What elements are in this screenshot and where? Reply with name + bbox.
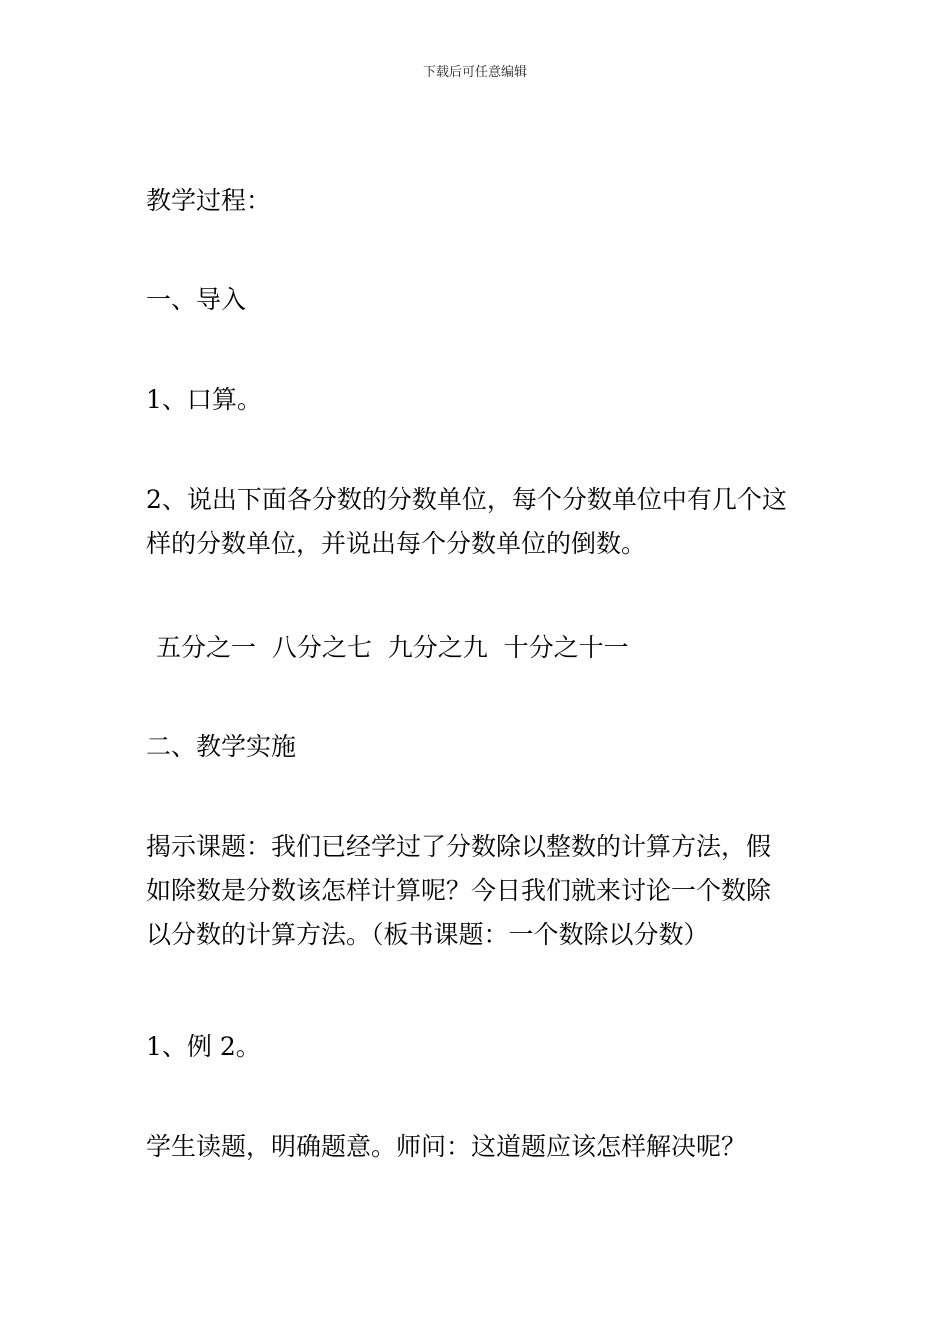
teaching-process-heading: 教学过程： (146, 186, 272, 215)
item-2-line-1: 2、说出下面各分数的分数单位，每个分数单位中有几个这 (146, 485, 787, 514)
topic-paragraph (146, 825, 816, 957)
topic-line-1: 揭示课题：我们已经学过了分数除以整数的计算方法，假 (146, 832, 772, 861)
item-1-oral-calculation: 1、口算。 (146, 385, 262, 414)
section-2-title: 二、教学实施 (146, 732, 297, 761)
item-2-paragraph (146, 478, 816, 566)
item-2-line-2: 样的分数单位，并说出每个分数单位的倒数。 (146, 529, 647, 558)
example-2-label: 1、例 2。 (146, 1032, 261, 1061)
topic-line-2: 如除数是分数该怎样计算呢？今日我们就来讨论一个数除 (146, 876, 772, 905)
topic-line-3: 以分数的计算方法。（板书课题：一个数除以分数） (146, 920, 709, 949)
section-1-title: 一、导入 (146, 285, 247, 314)
fraction-list: 五分之一 八分之七 九分之九 十分之十一 (156, 633, 629, 662)
page-header: 下载后可任意编辑 (422, 65, 527, 80)
student-reading-paragraph: 学生读题，明确题意。师问：这道题应该怎样解决呢？ (146, 1132, 747, 1161)
